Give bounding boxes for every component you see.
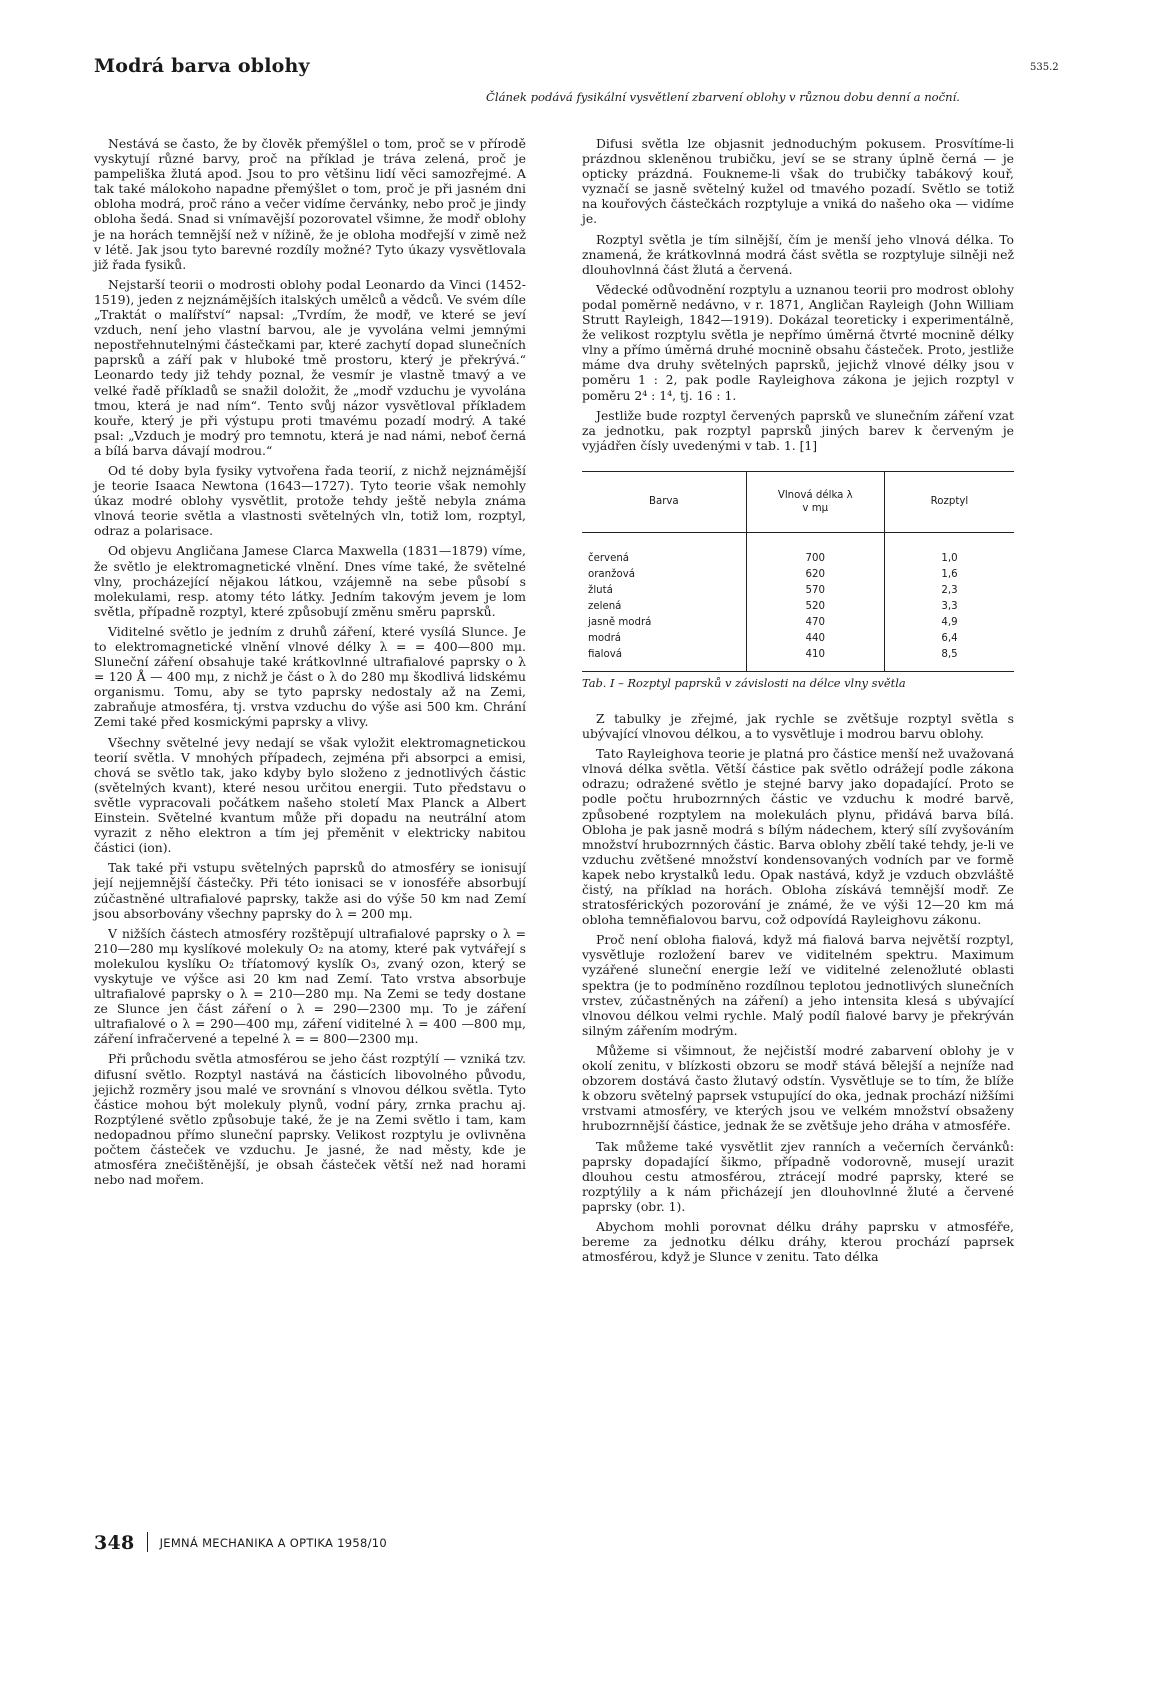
paragraph: Od té doby byla fysiky vytvořena řada teorií, z nichž nejznámější je teorie Isaaca Newtona (1643—1727). Tyto teorie však nemohly úkaz modré oblohy vysvětlit, protože tehdy ještě nebyla známa vlnová teorie světla a vlastnosti světelných vln, totiž lom, rozptyl, odraz a polarisace. xyxy=(94,462,526,539)
paragraph: Všechny světelné jevy nedají se však vyložit elektromagnetickou teorií světla. V mnohých případech, zejména při absorpci a emisi, chová se světlo tak, jako kdyby bylo složeno z jednotlivých částic (světelných kvant), které nesou určitou energii. Tuto představu o světle vypracovali počátkem našeho století Max Planck a Albert Einstein. Světelné kvantum může při dopadu na neutrální atom vyrazit z něho elektron a tím jej přeměnit v elektricky nabitou částici (ion). xyxy=(94,734,526,856)
table-cell: 3,3 xyxy=(884,599,1014,615)
page-number: 348 xyxy=(94,1532,135,1554)
table-row xyxy=(582,631,1014,647)
paragraph: Jestliže bude rozptyl červených paprsků ve slunečním záření vzat za jednotku, pak rozptyl paprsků jiných barev k červeným je vyjádřen čísly uvedenými v tab. 1. [1] xyxy=(582,407,1014,453)
paragraph: Nestává se často, že by člověk přemýšlel o tom, proč se v přírodě vyskytují různé barvy, proč na příklad je tráva zelená, proč je pampeliška žlutá apod. Jsou to pro většinu lidí věci samozřejmé. A tak také málokoho napadne přemýšlet o tom, proč je při jasném dni obloha modrá, proč ráno a večer vidíme červánky, nebo proč je jindy obloha šedá. Snad si vnímavější pozorovatel všimne, že modř oblohy je na horách temnější než v nížině, že je obloha modřejší v zimě než v létě. Jak jsou tyto barevné rozdíly možné? Tyto úkazy vysvětlovala již řada fysiků. xyxy=(94,136,526,272)
table-cell: 8,5 xyxy=(884,647,1014,672)
paragraph: Tak také při vstupu světelných paprsků do atmosféry se ionisují její nejjemnější částečky. Při této ionisaci se v ionosféře absorbují zúčastněné ultrafialové paprsky, takže asi do výše 50 km nad Zemí jsou absorbovány všechny paprsky do λ = 200 mμ. xyxy=(94,860,526,921)
table-header: Vlnová délka λ v mμ xyxy=(746,471,884,532)
article-subtitle: Článek podává fysikální vysvětlení zbarvení oblohy v různou dobu denní a noční. xyxy=(486,90,960,104)
right-column xyxy=(582,136,1014,1269)
paragraph: Viditelné světlo je jedním z druhů záření, které vysílá Slunce. Je to elektromagnetické vlnění vlnové délky λ = = 400—800 mμ. Sluneční záření obsahuje také krátkovlnné ultrafialové paprsky o λ = 120 Å — 400 mμ, z nichž je část o λ do 280 mμ škodlivá lidskému organismu. Tomu, aby se tyto paprsky nedostaly až na Zemi, zabraňuje atmosféra, tj. vrstva vzduchu do výše asi 500 km. Chrání Zemi také před kosmickými paprsky a vlivy. xyxy=(94,623,526,730)
table-cell: 410 xyxy=(746,647,884,672)
paragraph: Tato Rayleighova teorie je platná pro částice menší než uvažovaná vlnová délka světla. Větší částice pak světlo odrážejí podle zákona odrazu; odražené světlo je stejné barvy jako dopadající. Proto se podle počtu hrubozrnných částic ve vzduchu k modré barvě, způsobené rozptylem na molekulách plynu, přidává barva bílá. Obloha je pak jasně modrá s bílým nádechem, který sílí zvyšováním množství hrubozrnných částic. Barva oblohy zbělí také tehdy, je-li ve vzduchu zvětšené množství kondensovaných vodních par ve formě kapek nebo krystalků ledu. Opak nastává, když je vzduch obzvláště čistý, na příklad na horách. Obloha získává temnější modř. Ze stratosférických pozorování je známé, že ve výši 12—20 km má obloha temněfialovou barvu, což odpovídá Rayleighovu zákonu. xyxy=(582,746,1014,928)
paragraph: Tak můžeme také vysvětlit zjev ranních a večerních červánků: paprsky dopadající šikmo, případně vodorovně, musejí urazit dlouhou cestu atmosférou, ztrácejí modré paprsky, které se rozptýlily a k nám přicházejí jen dlouhovlnné žluté a červené paprsky (obr. 1). xyxy=(582,1138,1014,1214)
table-row xyxy=(582,532,1014,567)
paragraph: Rozptyl světla je tím silnější, čím je menší jeho vlnová délka. To znamená, že krátkovlnná modrá část světla se rozptyluje silněji než dlouhovlnná část žlutá a červená. xyxy=(582,231,1014,277)
table-cell: červená xyxy=(588,553,630,565)
table-cell: fialová xyxy=(588,649,622,661)
table-row xyxy=(582,647,1014,672)
table-cell: 470 xyxy=(746,615,884,631)
table-header: Rozptyl xyxy=(884,471,1014,532)
table-cell: modrá xyxy=(588,633,622,645)
table-cell: zelená xyxy=(588,601,622,613)
table-cell: jasně modrá xyxy=(588,617,652,629)
paragraph: Můžeme si všimnout, že nejčistší modré zabarvení oblohy je v okolí zenitu, v blízkosti obzoru se modř stává bělejší a nejníže nad obzorem dostává často žlutavý odstín. Vysvětluje se to tím, že blíže k obzoru světelný paprsek vstupující do oka, jednak prochází nižšími vrstvami atmosféry, ve kterých jsou ve velkém množství obsaženy hrubozrnnější částice, jednak že se zvětšuje jeho dráha v atmosféře. xyxy=(582,1042,1014,1134)
paragraph: Vědecké odůvodnění rozptylu a uznanou teorii pro modrost oblohy podal poměrně nedávno, v r. 1871, Angličan Rayleigh (John William Strutt Rayleigh, 1842—1919). Dokázal teoreticky i experimentálně, že velikost rozptylu světla je nepřímo úměrná čtvrté mocnině délky vlny a přímo úměrná druhé mocnině obsahu částeček. Proto, jestliže máme dva druhy světelných paprsků, jejichž vlnové délky jsou v poměru 1 : 2, pak podle Rayleighova zákona je jejich rozptyl v poměru 2⁴ : 1⁴, tj. 16 : 1. xyxy=(582,281,1014,403)
paragraph: Z tabulky je zřejmé, jak rychle se zvětšuje rozptyl světla s ubývající vlnovou délkou, a to vysvětluje i modrou barvu oblohy. xyxy=(582,710,1014,742)
table-row xyxy=(582,599,1014,615)
table-cell: 520 xyxy=(746,599,884,615)
table-cell: 2,3 xyxy=(884,583,1014,599)
table-cell: 700 xyxy=(746,532,884,567)
page-footer xyxy=(94,1532,387,1554)
paragraph: Nejstarší teorii o modrosti oblohy podal Leonardo da Vinci (1452-1519), jeden z nejznámějších italských umělců a vědců. Ve svém díle „Traktát o malířství“ napsal: „Tvrdím, že modř, ve které se jeví vzduch, není jeho vlastní barvou, ale je vyvolána velmi jemnými nepostřehnutelnými částečkami par, které zachytí dopad slunečních paprsků a září pak v hluboké tmě prostoru, který je překrývá.“ Leonardo tedy již tehdy poznal, že vesmír je vlastně tmavý a ve velké řadě příkladů se snažil doložit, že „modř vzduchu je vyvolána tmou, která je nad ním“. Tento svůj názor vysvětloval příkladem kouře, který je při výstupu proti tmavému pozadí modrý. A také psal: „Vzduch je modrý pro temnotu, která je nad námi, neboť černá a bílá barva dávají modrou.“ xyxy=(94,276,526,458)
paragraph: Od objevu Angličana Jamese Clarca Maxwella (1831—1879) víme, že světlo je elektromagnetické vlnění. Dnes víme také, že světelné vlny, procházející nějakou látkou, vzájemně na sebe působí s molekulami, resp. atomy této látky. Jedním takovým jevem je lom světla, případně rozptyl, které způsobují změnu směru paprsků. xyxy=(94,543,526,619)
table-cell: 1,0 xyxy=(884,532,1014,567)
classification-code: 535.2 xyxy=(1030,62,1059,73)
table-cell: žlutá xyxy=(588,585,613,597)
paragraph: Proč není obloha fialová, když má fialová barva největší rozptyl, vysvětluje rozložení barev ve viditelném spektru. Maximum vyzářené sluneční energie leží ve viditelné zelenožluté oblasti spektra (je to podmíněno rozdílnou teplotou jednotlivých slunečních vrstev, zúčastněných na záření) a jeho intensita klesá s ubývající vlnovou délkou velmi rychle. Malý podíl fialové barvy je překrýván silným zářením modrým. xyxy=(582,932,1014,1038)
journal-name: JEMNÁ MECHANIKA A OPTIKA 1958/10 xyxy=(159,1536,388,1550)
table-header: Barva xyxy=(582,471,746,532)
table-cell: 620 xyxy=(746,567,884,583)
table-cell: 440 xyxy=(746,631,884,647)
table-row xyxy=(582,615,1014,631)
table-cell: 4,9 xyxy=(884,615,1014,631)
paragraph: Difusi světla lze objasnit jednoduchým pokusem. Prosvítíme-li prázdnou skleněnou trubičku, jeví se se strany úplně černá — je opticky prázdná. Foukneme-li však do trubičky tabákový kouř, vyznačí se jasně světelný kužel od tmavého pozadí. Světlo se totiž na kouřových částečkách rozptyluje a vniká do našeho oka — vidíme je. xyxy=(582,136,1014,227)
table-cell: 1,6 xyxy=(884,567,1014,583)
scattering-table xyxy=(582,471,1014,672)
table-cell: oranžová xyxy=(588,569,635,581)
left-column xyxy=(94,136,526,1192)
paragraph: V nižších částech atmosféry rozštěpují ultrafialové paprsky o λ = 210—280 mμ kyslíkové molekuly O₂ na atomy, které pak vytvářejí s molekulou kyslíku O₂ tříatomový kyslík O₃, zvaný ozon, který se vyskytuje ve výšce asi 20 km nad Zemí. Tato vrstva absorbuje ultrafialové paprsky o λ = 210—280 mμ. Na Zemi se tedy dostane ze Slunce jen část záření o λ = 290—2300 mμ. To je záření ultrafialové o λ = 290—400 mμ, záření viditelné λ = 400 —800 mμ, záření infračervené a tepelné λ = = 800—2300 mμ. xyxy=(94,925,526,1047)
article-title: Modrá barva oblohy xyxy=(94,55,310,77)
table-cell: 6,4 xyxy=(884,631,1014,647)
scattering-table-wrapper xyxy=(582,471,1014,672)
table-row xyxy=(582,583,1014,599)
table-caption: Tab. I – Rozptyl paprsků v závislosti na délce vlny světla xyxy=(582,675,906,690)
footer-divider xyxy=(147,1532,148,1552)
table-cell: 570 xyxy=(746,583,884,599)
paragraph: Při průchodu světla atmosférou se jeho část rozptýlí — vzniká tzv. difusní světlo. Rozptyl nastává na částicích libovolného původu, jejichž rozměry jsou malé ve srovnání s vlnovou délkou světla. Tyto částice mohou být molekuly plynů, vodní páry, zrnka prachu aj. Rozptýlené světlo způsobuje také, že je na Zemi světlo i tam, kam nedopadnou přímo sluneční paprsky. Velikost rozptylu je ovlivněna počtem částeček ve vzduchu. Je jasné, že nad městy, kde je atmosféra znečištěnější, je obsah částeček větší než nad horami nebo nad mořem. xyxy=(94,1051,526,1188)
table-row xyxy=(582,567,1014,583)
paragraph: Abychom mohli porovnat délku dráhy paprsku v atmosféře, bereme za jednotku délku dráhy, kterou prochází paprsek atmosférou, když je Slunce v zenitu. Tato délka xyxy=(582,1218,1014,1265)
